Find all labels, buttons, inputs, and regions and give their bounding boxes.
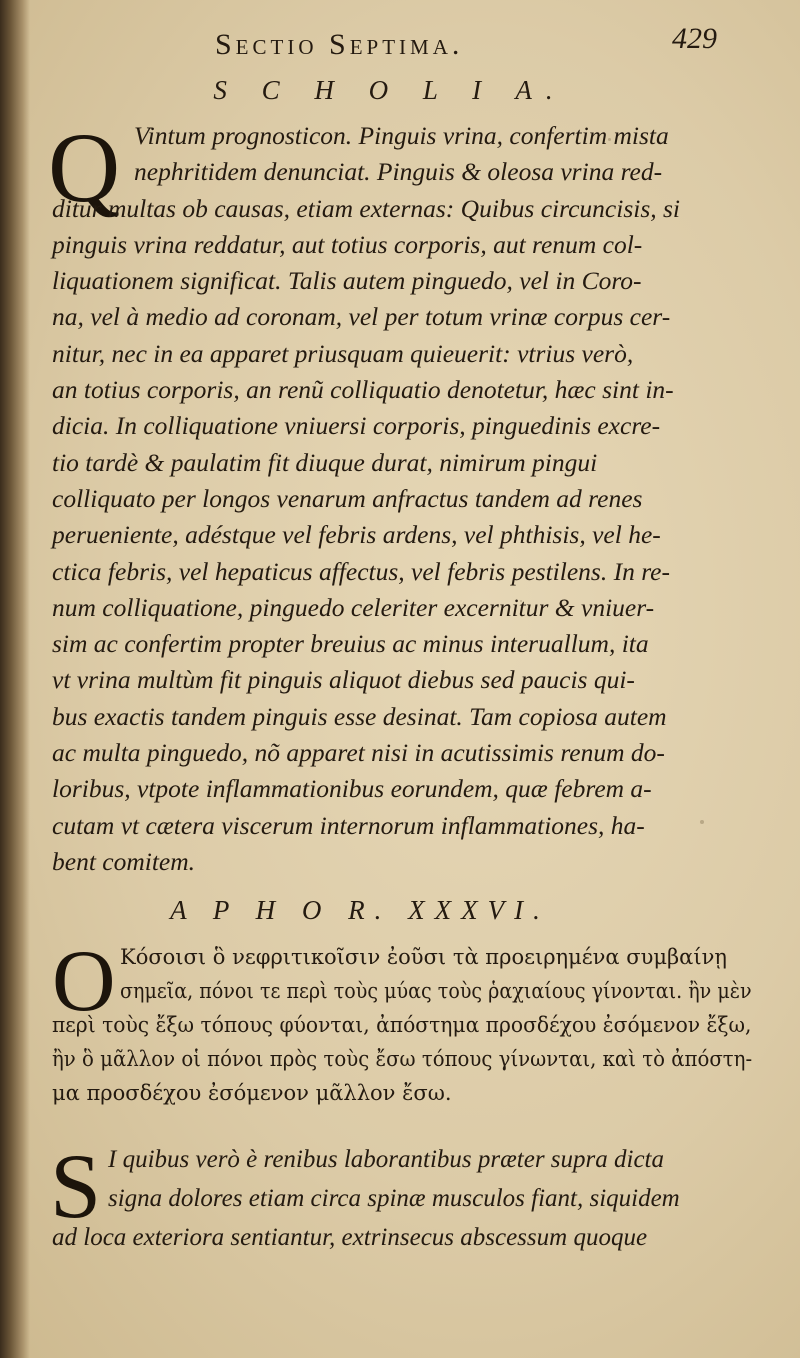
text-line: pinguis vrina reddatur, aut totius corporis, aut renum col- xyxy=(52,229,643,259)
text-line: nitur, nec in ea apparet priusquam quieuerit: vtrius verò, xyxy=(52,338,634,368)
text-line: sim ac confertim propter breuius ac minus interuallum, ita xyxy=(52,629,649,659)
latin-drop-cap: S xyxy=(50,1135,102,1237)
text-line: an totius corporis, an renũ colliquatio denotetur, hæc sint in- xyxy=(52,375,674,405)
text-line: I quibus verò è renibus laborantibus præter supra dicta xyxy=(108,1146,665,1173)
text-line: loribus, vtpote inflammationibus eorundem, quæ febrem a- xyxy=(52,774,652,804)
greek-text xyxy=(52,933,753,1110)
text-line: tio tardè & paulatim fit diuque durat, nimirum pingui xyxy=(52,447,598,477)
text-line: ad loca exteriora sentiantur, extrinsecus abscessum quoque xyxy=(52,1224,648,1251)
text-line: num colliquatione, pinguedo celeriter excernitur & vniuer- xyxy=(52,592,655,622)
scholia-drop-cap: Q xyxy=(48,112,121,223)
binding-gutter xyxy=(0,0,30,1358)
text-line: μα προσδέχου ἐσόμενον μᾶλλον ἔσω. xyxy=(52,1081,452,1105)
aphorism-heading: A P H O R. XXXVI. xyxy=(170,895,550,925)
text-line: signa dolores etiam circa spinæ musculos fiant, siquidem xyxy=(108,1185,680,1212)
text-line: ac multa pinguedo, nõ apparet nisi in acutissimis renum do- xyxy=(52,738,665,768)
text-line: Κόσοισι ὃ νεφριτικοῖσιν ἐοῦσι τὰ προειρημένα συμβαίνῃ xyxy=(120,945,727,969)
running-head: Sectio Septima. xyxy=(215,28,464,61)
page-number: 429 xyxy=(672,22,717,55)
text-line: cutam vt cætera viscerum internorum inflammationes, ha- xyxy=(52,810,645,840)
text-line: ditur multas ob causas, etiam externas: Quibus circuncisis, si xyxy=(52,193,681,223)
scholia-text xyxy=(52,118,752,880)
paper-speck xyxy=(520,600,522,602)
text-line: perueniente, adéstque vel febris ardens, vel phthisis, vel he- xyxy=(52,520,661,550)
text-line: dicia. In colliquatione vniuersi corporis, pinguedinis excre- xyxy=(52,411,661,441)
text-line: Vintum prognosticon. Pinguis vrina, confertim mista xyxy=(134,121,669,150)
text-line: bent comitem. xyxy=(52,846,196,876)
text-line: liquationem significat. Talis autem pinguedo, vel in Coro- xyxy=(52,266,642,296)
text-line: colliquato per longos venarum anfractus tandem ad renes xyxy=(52,483,643,513)
text-line: ἢν ὃ μᾶλλον οἱ πόνοι πρὸς τοὺς ἔσω τόπους γίνωνται, καὶ τὸ ἀπόστη- xyxy=(52,1047,753,1071)
greek-drop-cap: O xyxy=(52,933,116,1030)
text-line: ctica febris, vel hepaticus affectus, vel febris pestilens. In re- xyxy=(52,556,670,586)
scholia-heading: S C H O L I A. xyxy=(213,75,567,105)
page-header xyxy=(0,20,800,70)
latin-translation xyxy=(50,1135,752,1257)
text-line: περὶ τοὺς ἔξω τόπους φύονται, ἀπόστημα προσδέχου ἐσόμενον ἔξω, xyxy=(52,1013,752,1037)
paper-speck xyxy=(700,820,704,824)
text-line: bus exactis tandem pinguis esse desinat. Tam copiosa autem xyxy=(52,701,667,731)
text-line: σημεῖα, πόνοι τε περὶ τοὺς μύας τοὺς ῥαχιαίους γίνονται. ἢν μὲν xyxy=(120,979,752,1003)
text-line: vt vrina multùm fit pinguis aliquot diebus sed paucis qui- xyxy=(52,665,635,695)
paper-speck xyxy=(608,138,611,141)
text-line: na, vel à medio ad coronam, vel per totum vrinæ corpus cer- xyxy=(52,302,671,332)
text-line: nephritidem denunciat. Pinguis & oleosa vrina red- xyxy=(134,157,663,187)
